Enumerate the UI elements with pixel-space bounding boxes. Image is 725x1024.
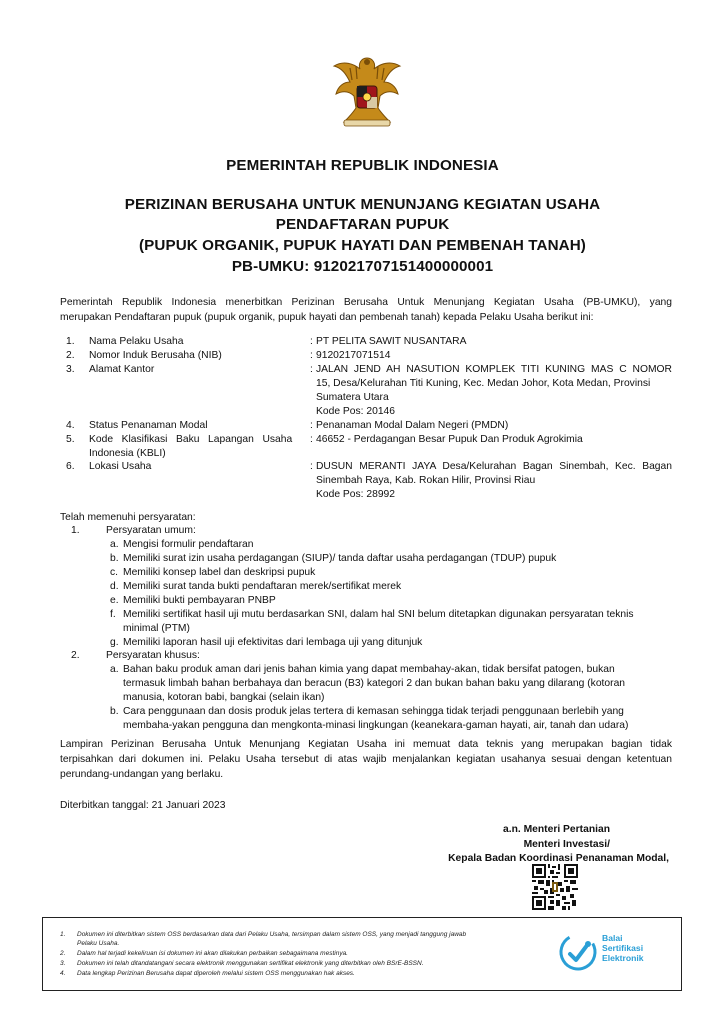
field-separator: :: [310, 420, 313, 431]
requirement-item: termasuk limbah bahan berbahaya dan beracun (B3) kategori 2 dan bukan bahan baku yang dilarang (kotoran: [123, 678, 626, 689]
requirement-item: Memiliki sertifikat hasil uji mutu berdasarkan SNI, dalam hal SNI belum ditetapkan digunakan persyaratan teknis: [123, 609, 634, 620]
general-requirements-title: Persyaratan umum:: [106, 525, 196, 536]
qr-code-icon: [532, 864, 578, 910]
business-name-value: PT PELITA SAWIT NUSANTARA: [316, 336, 467, 347]
bsre-logo-text: [602, 933, 644, 963]
permit-number: PB-UMKU: 912021707151400000001: [231, 258, 494, 275]
footnote-number: 1.: [60, 931, 66, 938]
field-separator: :: [310, 350, 313, 361]
field-label: Lokasi Usaha: [89, 461, 152, 472]
field-separator: :: [310, 336, 313, 347]
permit-subtitle: PENDAFTARAN PUPUK: [275, 216, 450, 233]
permit-category: (PUPUK ORGANIK, PUPUK HAYATI DAN PEMBENAH TANAH): [139, 237, 586, 254]
footnote-text: Data lengkap Perizinan Berusaha dapat diperoleh melalui sistem OSS menggunakan hak akses.: [77, 970, 355, 977]
requirement-item: Cara penggunaan dan dosis produk jelas tertera di kemasan sehingga tidak terjadi penggunaan berlebih yang: [123, 706, 624, 717]
office-postal-code: Kode Pos: 20146: [316, 406, 396, 417]
bsre-logo-icon: [558, 932, 598, 972]
requirement-number: 2.: [71, 650, 80, 661]
requirement-item: manusia, kotoran babi, bangkai (selain ikan): [123, 692, 325, 703]
field-number: 3.: [66, 364, 75, 375]
office-address-value: 15, Desa/Kelurahan Titi Kuning, Kec. Medan Johor, Kota Medan, Provinsi: [316, 378, 651, 389]
signature-line: Menteri Investasi/: [523, 839, 610, 850]
field-separator: :: [310, 364, 313, 375]
footnote-text: Dalam hal terjadi kekeliruan isi dokumen ini akan dilakukan perbaikan sebagaimana mestinya.: [77, 950, 348, 957]
requirement-item: minimal (PTM): [123, 623, 190, 634]
field-label: Indonesia (KBLI): [89, 448, 166, 459]
business-location-value: DUSUN MERANTI JAYA Desa/Kelurahan Bagan Sinembah, Kec. Bagan: [316, 461, 672, 472]
garuda-emblem-icon: [330, 52, 404, 128]
bsre-logo-line: Elektronik: [602, 953, 644, 963]
office-address-value: Sumatera Utara: [316, 392, 389, 403]
requirement-letter: a.: [110, 664, 119, 675]
signature-line: Kepala Badan Koordinasi Penanaman Modal,: [448, 853, 669, 864]
requirement-letter: e.: [110, 595, 119, 606]
location-postal-code: Kode Pos: 28992: [316, 489, 396, 500]
footnote-number: 4.: [60, 970, 66, 977]
field-separator: :: [310, 434, 313, 445]
field-label: Nomor Induk Berusaha (NIB): [89, 350, 222, 361]
footnote-text: Dokumen ini diterbitkan sistem OSS berdasarkan data dari Pelaku Usaha, tersimpan dalam sistem OSS, yang menjadi tanggung jawab: [77, 931, 467, 938]
field-number: 1.: [66, 336, 75, 347]
field-number: 6.: [66, 461, 75, 472]
closing-line: terpisahkan dari dokumen ini. Pelaku Usaha tersebut di atas wajib menjalankan kegiatan usahanya sesuai dengan ketentuan: [60, 754, 672, 765]
field-number: 5.: [66, 434, 75, 445]
requirement-letter: b.: [110, 553, 119, 564]
field-number: 4.: [66, 420, 75, 431]
field-label: Kode Klasifikasi Baku Lapangan Usaha: [89, 434, 293, 445]
intro-line: merupakan Pendaftaran pupuk (pupuk organik, pupuk hayati dan pembenah tanah) kepada Pelaku Usaha berikut ini:: [60, 312, 594, 323]
footnote-text: Dokumen ini telah ditandatangani secara elektronik menggunakan sertifikat elektronik yang diterbitkan oleh BSrE-BSSN.: [77, 960, 424, 967]
special-requirements-title: Persyaratan khusus:: [106, 650, 200, 661]
investment-status-value: Penanaman Modal Dalam Negeri (PMDN): [316, 420, 509, 431]
closing-line: perundang-undangan yang berlaku.: [60, 769, 224, 780]
requirement-number: 1.: [71, 525, 80, 536]
requirement-item: Memiliki surat izin usaha perdagangan (SIUP)/ tanda daftar usaha perdagangan (TDUP) pupuk: [123, 553, 557, 564]
requirement-item: Mengisi formulir pendaftaran: [123, 539, 254, 550]
government-title: PEMERINTAH REPUBLIK INDONESIA: [226, 157, 499, 174]
requirement-letter: c.: [110, 567, 119, 578]
nib-value: 9120217071514: [316, 350, 391, 361]
requirement-letter: a.: [110, 539, 119, 550]
requirement-item: Memiliki laporan hasil uji efektivitas dari lembaga uji yang ditunjuk: [123, 637, 423, 648]
permit-title: PERIZINAN BERUSAHA UNTUK MENUNJANG KEGIATAN USAHA: [124, 196, 601, 213]
kbli-value: 46652 - Perdagangan Besar Pupuk Dan Produk Agrokimia: [316, 434, 583, 445]
requirements-intro: Telah memenuhi persyaratan:: [60, 512, 196, 523]
closing-line: Lampiran Perizinan Berusaha Untuk Menunjang Kegiatan Usaha ini memuat data teknis yang merupakan bagian tidak: [60, 739, 672, 750]
issue-date: Diterbitkan tanggal: 21 Januari 2023: [60, 800, 226, 811]
signature-line: a.n. Menteri Pertanian: [502, 824, 610, 835]
requirement-letter: g.: [110, 637, 119, 648]
intro-line: Pemerintah Republik Indonesia menerbitkan Perizinan Berusaha Untuk Menunjang Kegiatan Usaha (PB-UMKU), yang: [60, 297, 672, 308]
requirement-letter: f.: [110, 609, 116, 620]
field-label: Alamat Kantor: [89, 364, 155, 375]
bsre-logo-line: Balai: [602, 933, 623, 943]
office-address-value: JALAN JEND AH NASUTION KOMPLEK TITI KUNING MAS C NOMOR: [316, 364, 672, 375]
requirement-letter: b.: [110, 706, 119, 717]
field-number: 2.: [66, 350, 75, 361]
requirement-item: Memiliki bukti pembayaran PNBP: [123, 595, 276, 606]
bsre-logo-line: Sertifikasi: [602, 943, 644, 953]
field-separator: :: [310, 461, 313, 472]
field-label: Nama Pelaku Usaha: [89, 336, 184, 347]
field-label: Status Penanaman Modal: [89, 420, 208, 431]
requirement-item: membaha-yakan pengguna dan mengkonta-minasi lingkungan (keanekara-gaman hayati, air, tanah dan udara): [123, 720, 629, 731]
footnote-number: 3.: [60, 960, 66, 967]
footnote-text: Pelaku Usaha.: [77, 940, 120, 947]
requirement-letter: d.: [110, 581, 119, 592]
requirement-item: Memiliki konsep label dan deskripsi pupuk: [123, 567, 316, 578]
requirement-item: Memiliki surat tanda bukti pendaftaran merek/sertifikat merek: [123, 581, 402, 592]
business-location-value: Sinembah Raya, Kab. Rokan Hilir, Provinsi Riau: [316, 475, 536, 486]
requirement-item: Bahan baku produk aman dari jenis bahan kimia yang dapat membahay-akan, tidak bersifat patogen, bukan: [123, 664, 615, 675]
footnote-number: 2.: [60, 950, 66, 957]
